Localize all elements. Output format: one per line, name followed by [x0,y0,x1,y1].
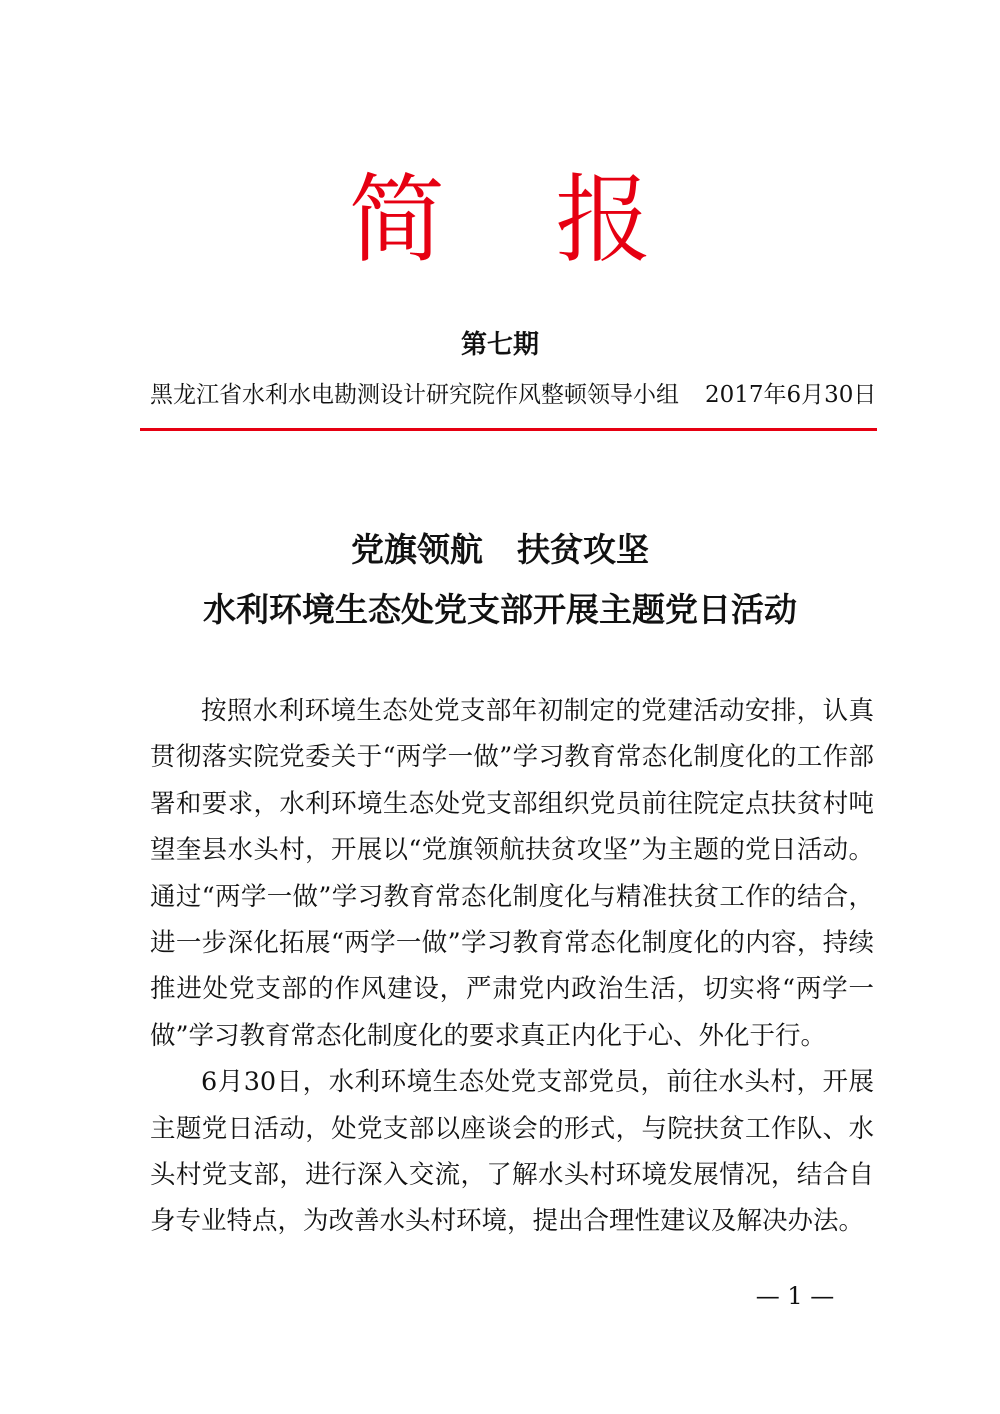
headline-part-2: 扶贫攻坚 [517,530,649,569]
issue-number: 第七期 [460,330,539,360]
red-divider [140,428,877,431]
issuer-line [150,377,877,413]
body-paragraph: 6月30日，水利环境生态处党支部党员，前往水头村，开展主题党日活动，处党支部以座谈会的形式，与院扶贫工作队、水头村党支部，进行深入交流，了解水头村环境发展情况，结合自身专业特点，为改善水头村环境，提出合理性建议及解决办法。 [150,1067,874,1237]
article-headline [0,520,1000,640]
page-number: — 1 — [755,1282,835,1310]
issue-date: 2017年6月30日 [705,382,877,408]
headline-line-1 [0,520,1000,580]
article-body [150,688,874,1245]
masthead-title: 简 报 [348,164,692,276]
body-paragraph: 按照水利环境生态处党支部年初制定的党建活动安排，认真贯彻落实院党委关于“两学一做”学习教育常态化制度化的工作部署和要求，水利环境生态处党支部组织党员前往院定点扶贫村吨望奎县水头村，开展以“党旗领航扶贫攻坚”为主题的党日活动。通过“两学一做”学习教育常态化制度化与精准扶贫工作的结合，进一步深化拓展“两学一做”学习教育常态化制度化的内容，持续推进处党支部的作风建设，严肃党内政治生活，切实将“两学一做”学习教育常态化制度化的要求真正内化于心、外化于行。 [150,696,874,1051]
issuer-organization: 黑龙江省水利水电勘测设计研究院作风整顿领导小组 [150,382,679,408]
headline-part-1: 党旗领航 [351,530,483,569]
headline-line-2: 水利环境生态处党支部开展主题党日活动 [203,590,797,629]
